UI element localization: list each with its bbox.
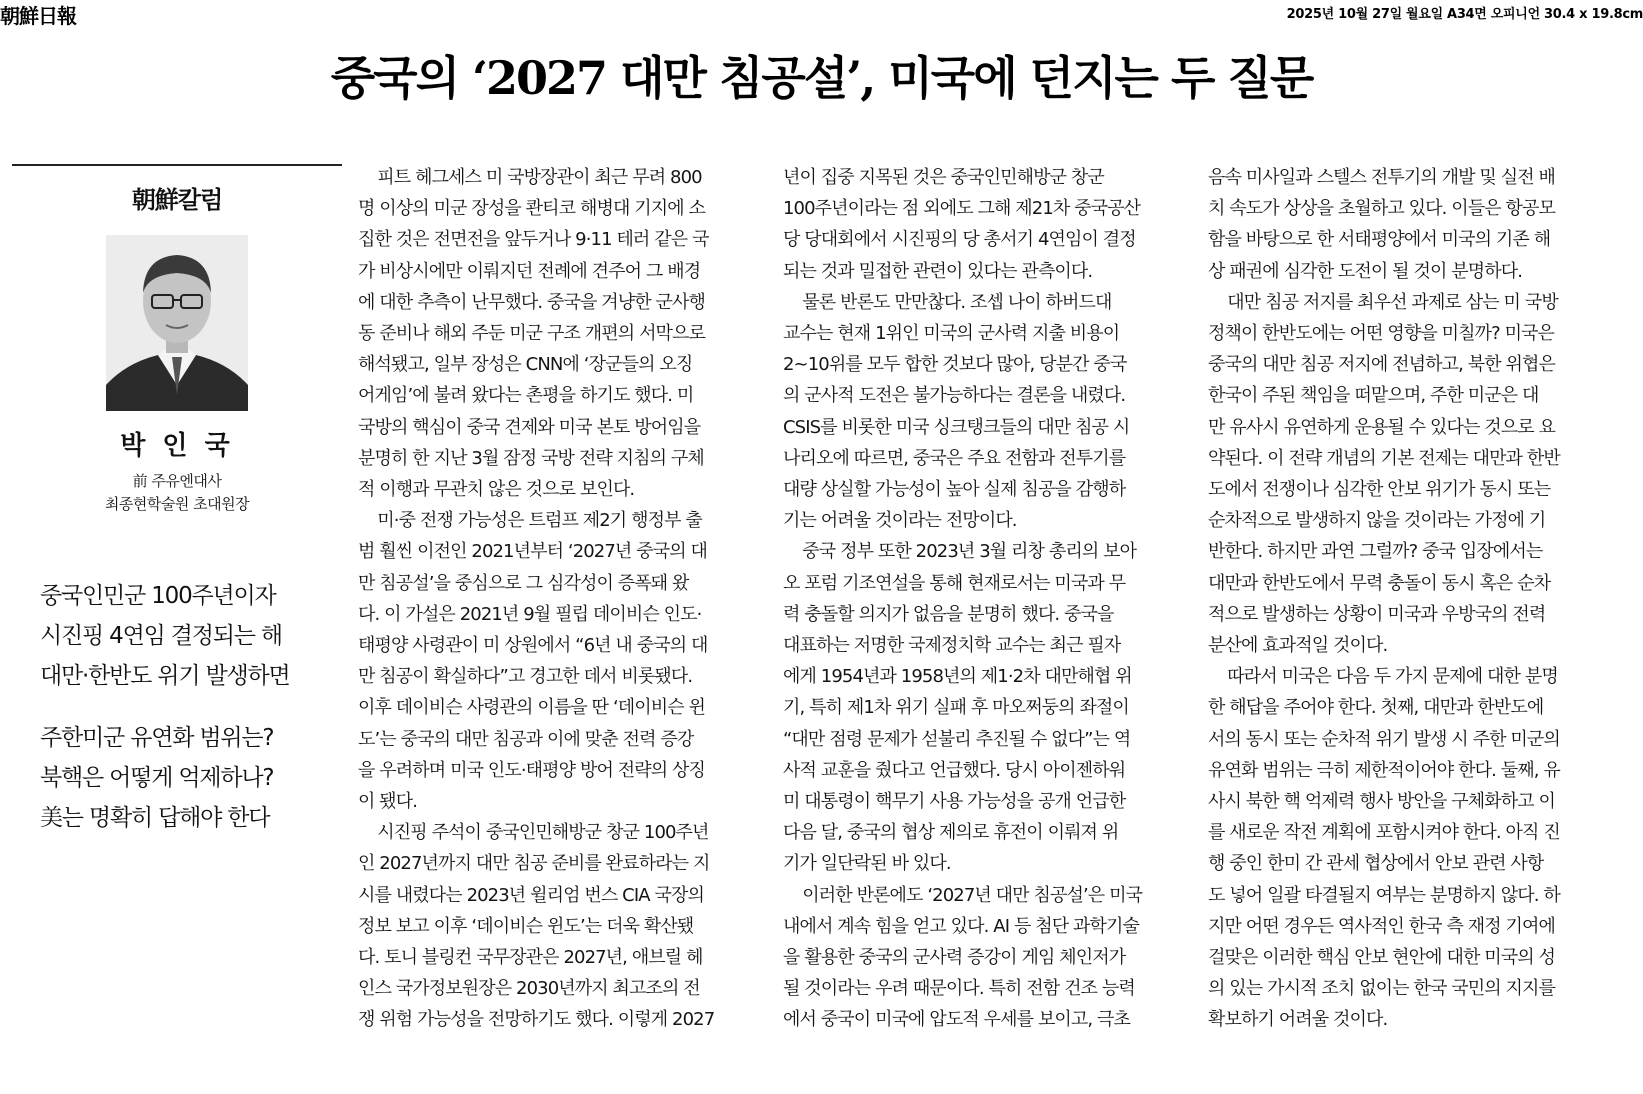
body-text-line: 을 우려하며 미국 인도·태평양 방어 전략의 상징 bbox=[358, 759, 706, 781]
body-text-line: 한국이 주된 책임을 떠맡으며, 주한 미군은 대 bbox=[1208, 385, 1539, 407]
body-text-line: CSIS를 비롯한 미국 싱크탱크들의 대만 침공 시 bbox=[783, 416, 1130, 438]
author-title-line: 前 주유엔대사 bbox=[132, 472, 222, 490]
body-text-line: 적 이행과 무관치 않은 것으로 보인다. bbox=[358, 479, 635, 501]
body-text-line: 집한 것은 전면전을 앞두거나 9·11 테러 같은 국 bbox=[358, 229, 709, 251]
body-text-line: 가 비상시에만 이뤄지던 전례에 견주어 그 배경 bbox=[358, 260, 701, 282]
author-photo-illustration bbox=[106, 235, 248, 411]
body-text-line: 만 침공설’을 중심으로 그 심각성이 증폭돼 왔 bbox=[358, 572, 689, 594]
body-text-line: 걸맞은 이러한 핵심 안보 현안에 대한 미국의 성 bbox=[1208, 947, 1556, 969]
body-text-line: 될 것이라는 우려 때문이다. 특히 전함 건조 능력 bbox=[783, 978, 1135, 1000]
subhead-line: 시진핑 4연임 결정되는 해 bbox=[40, 623, 282, 649]
body-text-line: 동 준비나 해외 주둔 미군 구조 개편의 서막으로 bbox=[358, 323, 706, 345]
body-text-line: 미 대통령이 핵무기 사용 가능성을 공개 언급한 bbox=[783, 791, 1126, 813]
body-text-line: 순차적으로 발생하지 않을 것이라는 가정에 기 bbox=[1208, 510, 1546, 532]
body-text-line: 유연화 범위는 극히 제한적이어야 한다. 둘째, 유 bbox=[1208, 759, 1560, 781]
body-text-line: 따라서 미국은 다음 두 가지 문제에 대한 분명 bbox=[1208, 666, 1558, 688]
author-titles bbox=[12, 470, 342, 516]
body-text-line: 분명히 한 지난 3월 잠정 국방 전략 지침의 구체 bbox=[358, 447, 704, 469]
body-text-line: 명 이상의 미군 장성을 콴티코 해병대 기지에 소 bbox=[358, 198, 706, 220]
body-text-line: 의 군사적 도전은 불가능하다는 결론을 내렸다. bbox=[783, 385, 1126, 407]
body-text-line: 을 활용한 중국의 군사력 증강이 게임 체인저가 bbox=[783, 947, 1126, 969]
body-text-line: 당 당대회에서 시진핑의 당 총서기 4연임이 결정 bbox=[783, 229, 1136, 251]
body-text-line: 지만 어떤 경우든 역사적인 한국 측 재정 기여에 bbox=[1208, 915, 1556, 937]
body-text-line: 에 대한 추측이 난무했다. 중국을 겨냥한 군사행 bbox=[358, 291, 706, 313]
body-text-line: 사시 북한 핵 억제력 행사 방안을 구체화하고 이 bbox=[1208, 791, 1556, 813]
body-text-line: 만 침공이 확실하다”고 경고한 데서 비롯됐다. bbox=[358, 666, 693, 688]
body-text-line: 다. 이 가설은 2021년 9월 필립 데이비슨 인도· bbox=[358, 603, 702, 625]
subhead-line: 美는 명확히 답해야 한다 bbox=[40, 805, 270, 831]
body-text-line: “대만 점령 문제가 섣불리 추진될 수 없다”는 역 bbox=[783, 728, 1131, 750]
body-text-line: 나리오에 따르면, 중국은 주요 전함과 전투기를 bbox=[783, 447, 1126, 469]
body-text-line: 도에서 전쟁이나 심각한 안보 위기가 동시 또는 bbox=[1208, 479, 1551, 501]
body-text-line: 의 있는 가시적 조치 없이는 한국 국민의 지지를 bbox=[1208, 978, 1556, 1000]
body-text-line: 기, 특히 제1차 위기 실패 후 마오쩌둥의 좌절이 bbox=[783, 697, 1129, 719]
body-text-line: 내에서 계속 힘을 얻고 있다. AI 등 첨단 과학기술 bbox=[783, 915, 1139, 937]
body-text-line: 년이 집중 지목된 것은 중국인민해방군 창군 bbox=[783, 167, 1104, 188]
subheadlines bbox=[12, 576, 342, 838]
body-text-line: 2~10위를 모두 합한 것보다 많아, 당분간 중국 bbox=[783, 354, 1127, 376]
body-text-line: 분산에 효과적일 것이다. bbox=[1208, 635, 1388, 657]
subhead-group bbox=[40, 718, 342, 838]
body-text-line: 대량 상실할 가능성이 높아 실제 침공을 감행하 bbox=[783, 479, 1126, 501]
body-text-line: 이러한 반론에도 ‘2027년 대만 침공설’은 미국 bbox=[783, 884, 1143, 906]
body-text-line: 피트 헤그세스 미 국방장관이 최근 무려 800 bbox=[358, 167, 702, 188]
body-text-line: 범 훨씬 이전인 2021년부터 ‘2027년 중국의 대 bbox=[358, 541, 707, 563]
body-text-line: 이 됐다. bbox=[358, 791, 418, 813]
body-text-line: 시진핑 주석이 중국인민해방군 창군 100주년 bbox=[358, 822, 709, 844]
author-title-line: 최종현학술원 초대원장 bbox=[104, 495, 250, 513]
body-text-line: 정책이 한반도에는 어떤 영향을 미칠까? 미국은 bbox=[1208, 323, 1555, 345]
body-text-line: 정보 보고 이후 ‘데이비슨 윈도’는 더욱 확산됐 bbox=[358, 915, 694, 937]
newspaper-masthead: 朝鮮日報 bbox=[0, 4, 76, 28]
body-text-line: 되는 것과 밀접한 관련이 있다는 관측이다. bbox=[783, 260, 1093, 282]
body-text-line: 에게 1954년과 1958년의 제1·2차 대만해협 위 bbox=[783, 666, 1132, 688]
body-text-line: 도 넣어 일괄 타결될지 여부는 분명하지 않다. 하 bbox=[1208, 884, 1560, 906]
body-text-line: 약된다. 이 전략 개념의 기본 전제는 대만과 한반 bbox=[1208, 447, 1560, 469]
body-text-line: 함을 바탕으로 한 서태평양에서 미국의 기존 해 bbox=[1208, 229, 1551, 251]
body-text-line: 확보하기 어려울 것이다. bbox=[1208, 1009, 1388, 1031]
body-text-line: 다. 토니 블링컨 국무장관은 2027년, 애브릴 헤 bbox=[358, 947, 703, 969]
body-text-line: 100주년이라는 점 외에도 그해 제21차 중국공산 bbox=[783, 198, 1141, 220]
body-text-line: 반한다. 하지만 과연 그럴까? 중국 입장에서는 bbox=[1208, 541, 1543, 563]
body-column-2 bbox=[783, 162, 1183, 1036]
column-label: 朝鮮칼럼 bbox=[131, 186, 223, 214]
body-text-line: 오 포럼 기조연설을 통해 현재로서는 미국과 무 bbox=[783, 572, 1126, 594]
body-text-line: 인스 국가정보원장은 2030년까지 최고조의 전 bbox=[358, 978, 700, 1000]
body-text-line: 인 2027년까지 대만 침공 준비를 완료하라는 지 bbox=[358, 853, 710, 875]
body-text-line: 치 속도가 상상을 초월하고 있다. 이들은 항공모 bbox=[1208, 198, 1556, 220]
author-photo bbox=[106, 235, 248, 411]
body-text-line: 만 유사시 유연하게 운용될 수 있다는 것으로 요 bbox=[1208, 416, 1556, 438]
body-text-line: 해석됐고, 일부 장성은 CNN에 ‘장군들의 오징 bbox=[358, 354, 693, 376]
body-text-line: 서의 동시 또는 순차적 위기 발생 시 주한 미군의 bbox=[1208, 728, 1560, 750]
body-text-line: 대만과 한반도에서 무력 충돌이 동시 혹은 순차 bbox=[1208, 572, 1551, 594]
body-text-line: 태평양 사령관이 미 상원에서 “6년 내 중국의 대 bbox=[358, 635, 708, 657]
body-text-line: 력 충돌할 의지가 없음을 분명히 했다. 중국을 bbox=[783, 603, 1114, 625]
body-text-line: 교수는 현재 1위인 미국의 군사력 지출 비용이 bbox=[783, 323, 1120, 345]
body-text-line: 대만 침공 저지를 최우선 과제로 삼는 미 국방 bbox=[1208, 291, 1558, 313]
body-text-line: 도’는 중국의 대만 침공과 이에 맞춘 전력 증강 bbox=[358, 728, 694, 750]
author-sidebar bbox=[12, 164, 342, 838]
body-text-line: 중국의 대만 침공 저지에 전념하고, 북한 위협은 bbox=[1208, 354, 1556, 376]
body-text-line: 를 새로운 작전 계획에 포함시켜야 한다. 아직 진 bbox=[1208, 822, 1560, 844]
subhead-line: 북핵은 어떻게 억제하나? bbox=[40, 765, 274, 791]
body-text-line: 한 해답을 주어야 한다. 첫째, 대만과 한반도에 bbox=[1208, 697, 1544, 719]
body-text-line: 다음 달, 중국의 협상 제의로 휴전이 이뤄져 위 bbox=[783, 822, 1119, 844]
subhead-line: 주한미군 유연화 범위는? bbox=[40, 725, 274, 751]
body-column-3 bbox=[1208, 162, 1608, 1036]
body-text-line: 대표하는 저명한 국제정치학 교수는 최근 필자 bbox=[783, 635, 1121, 657]
edition-meta: 2025년 10월 27일 월요일 A34면 오피니언 30.4 x 19.8cm bbox=[1286, 7, 1643, 22]
body-text-line: 적으로 발생하는 상황이 미국과 우방국의 전력 bbox=[1208, 603, 1546, 625]
body-text-line: 중국 정부 또한 2023년 3월 리창 총리의 보아 bbox=[783, 541, 1137, 563]
body-text-line: 시를 내렸다는 2023년 윌리엄 번스 CIA 국장의 bbox=[358, 884, 704, 906]
body-text-line: 사적 교훈을 줬다고 언급했다. 당시 아이젠하워 bbox=[783, 759, 1126, 781]
body-text-line: 이후 데이비슨 사령관의 이름을 딴 ‘데이비슨 윈 bbox=[358, 697, 706, 719]
headline: 중국의 ‘2027 대만 침공설’, 미국에 던지는 두 질문 bbox=[330, 51, 1313, 105]
subhead-line: 대만·한반도 위기 발생하면 bbox=[40, 663, 290, 689]
body-text-line: 행 중인 한미 간 관세 협상에서 안보 관련 사항 bbox=[1208, 853, 1544, 875]
body-text-line: 기가 일단락된 바 있다. bbox=[783, 853, 951, 875]
body-text-line: 물론 반론도 만만찮다. 조셉 나이 하버드대 bbox=[783, 291, 1112, 313]
body-text-line: 기는 어려울 것이라는 전망이다. bbox=[783, 510, 1017, 532]
body-text-line: 어게임’에 불려 왔다는 촌평을 하기도 했다. 미 bbox=[358, 385, 694, 407]
subhead-line: 중국인민군 100주년이자 bbox=[40, 583, 276, 609]
body-text-line: 국방의 핵심이 중국 견제와 미국 본토 방어임을 bbox=[358, 416, 701, 438]
subhead-group bbox=[40, 576, 342, 696]
sidebar-rule bbox=[12, 164, 342, 166]
body-text-line: 미·중 전쟁 가능성은 트럼프 제2기 행정부 출 bbox=[358, 510, 702, 532]
body-text-line: 에서 중국이 미국에 압도적 우세를 보이고, 극초 bbox=[783, 1009, 1131, 1031]
body-column-1 bbox=[358, 162, 758, 1036]
body-text-line: 상 패권에 심각한 도전이 될 것이 분명하다. bbox=[1208, 260, 1523, 282]
body-text-line: 쟁 위험 가능성을 전망하기도 했다. 이렇게 2027 bbox=[358, 1009, 715, 1031]
author-name: 박 인 국 bbox=[120, 431, 234, 461]
body-text-line: 음속 미사일과 스텔스 전투기의 개발 및 실전 배 bbox=[1208, 167, 1556, 188]
